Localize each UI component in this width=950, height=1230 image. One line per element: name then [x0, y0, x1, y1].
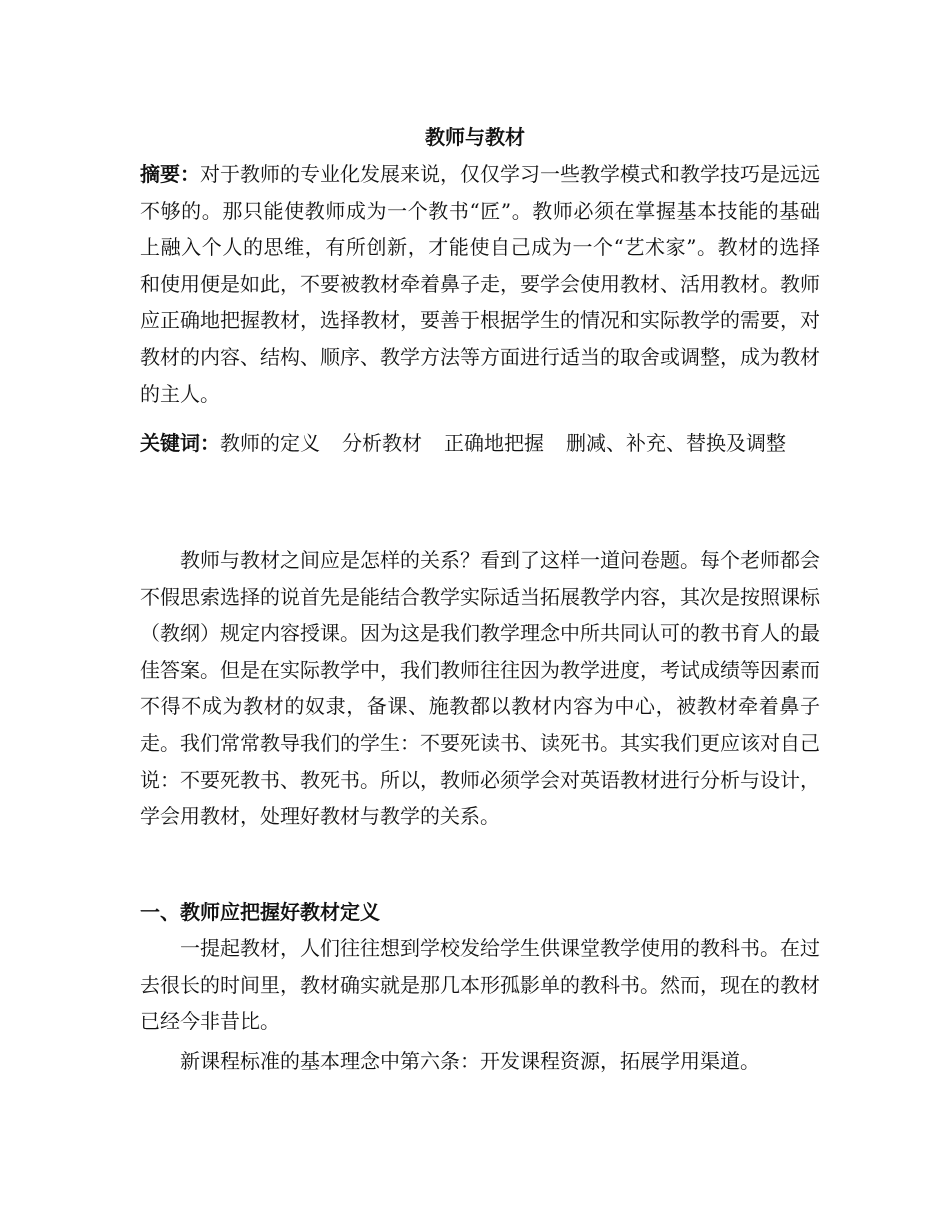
keywords: [140, 425, 820, 462]
keyword-item: 删减、补充、替换及调整: [566, 431, 786, 455]
abstract-text: 对于教师的专业化发展来说，仅仅学习一些教学模式和教学技巧是远远不够的。那只能使教师成为一个教书“匠”。教师必须在掌握基本技能的基础上融入个人的思维，有所创新，才能使自己成为一个“艺术家”。教材的选择和使用便是如此，不要被教材牵着鼻子走，要学会使用教材、活用教材。教师应正确地把握教材，选择教材，要善于根据学生的情况和实际教学的需要，对教材的内容、结构、顺序、教学方法等方面进行适当的取舍或调整，成为教材的主人。: [140, 162, 820, 406]
keyword-item: 正确地把握: [444, 431, 544, 455]
keywords-label: 关键词：: [140, 431, 220, 455]
section-heading: 一、教师应把握好教材定义: [140, 900, 380, 924]
abstract: [140, 156, 820, 412]
body-paragraph-1: 教师与教材之间应是怎样的关系？看到了这样一道问卷题。每个老师都会不假思索选择的说首先是能结合教学实际适当拓展教学内容，其次是按照课标（教纲）规定内容授课。因为这是我们教学理念中所共同认可的教书育人的最佳答案。但是在实际教学中，我们教师往往因为教学进度，考试成绩等因素而不得不成为教材的奴隶，备课、施教都以教材内容为中心，被教材牵着鼻子走。我们常常教导我们的学生：不要死读书、读死书。其实我们更应该对自己说：不要死教书、教死书。所以，教师必须学会对英语教材进行分析与设计，学会用教材，处理好教材与教学的关系。: [140, 548, 820, 829]
body-paragraph-3: 新课程标准的基本理念中第六条：开发课程资源，拓展学用渠道。: [180, 1049, 760, 1073]
body-paragraph-2: 一提起教材，人们往往想到学校发给学生供课堂教学使用的教科书。在过去很长的时间里，教材确实就是那几本形孤影单的教科书。然而，现在的教材已经今非昔比。: [140, 936, 820, 1034]
keyword-item: 教师的定义: [220, 431, 320, 455]
abstract-label: 摘要：: [140, 162, 200, 186]
document-title: 教师与教材: [425, 125, 525, 149]
keyword-item: 分析教材: [342, 431, 422, 455]
